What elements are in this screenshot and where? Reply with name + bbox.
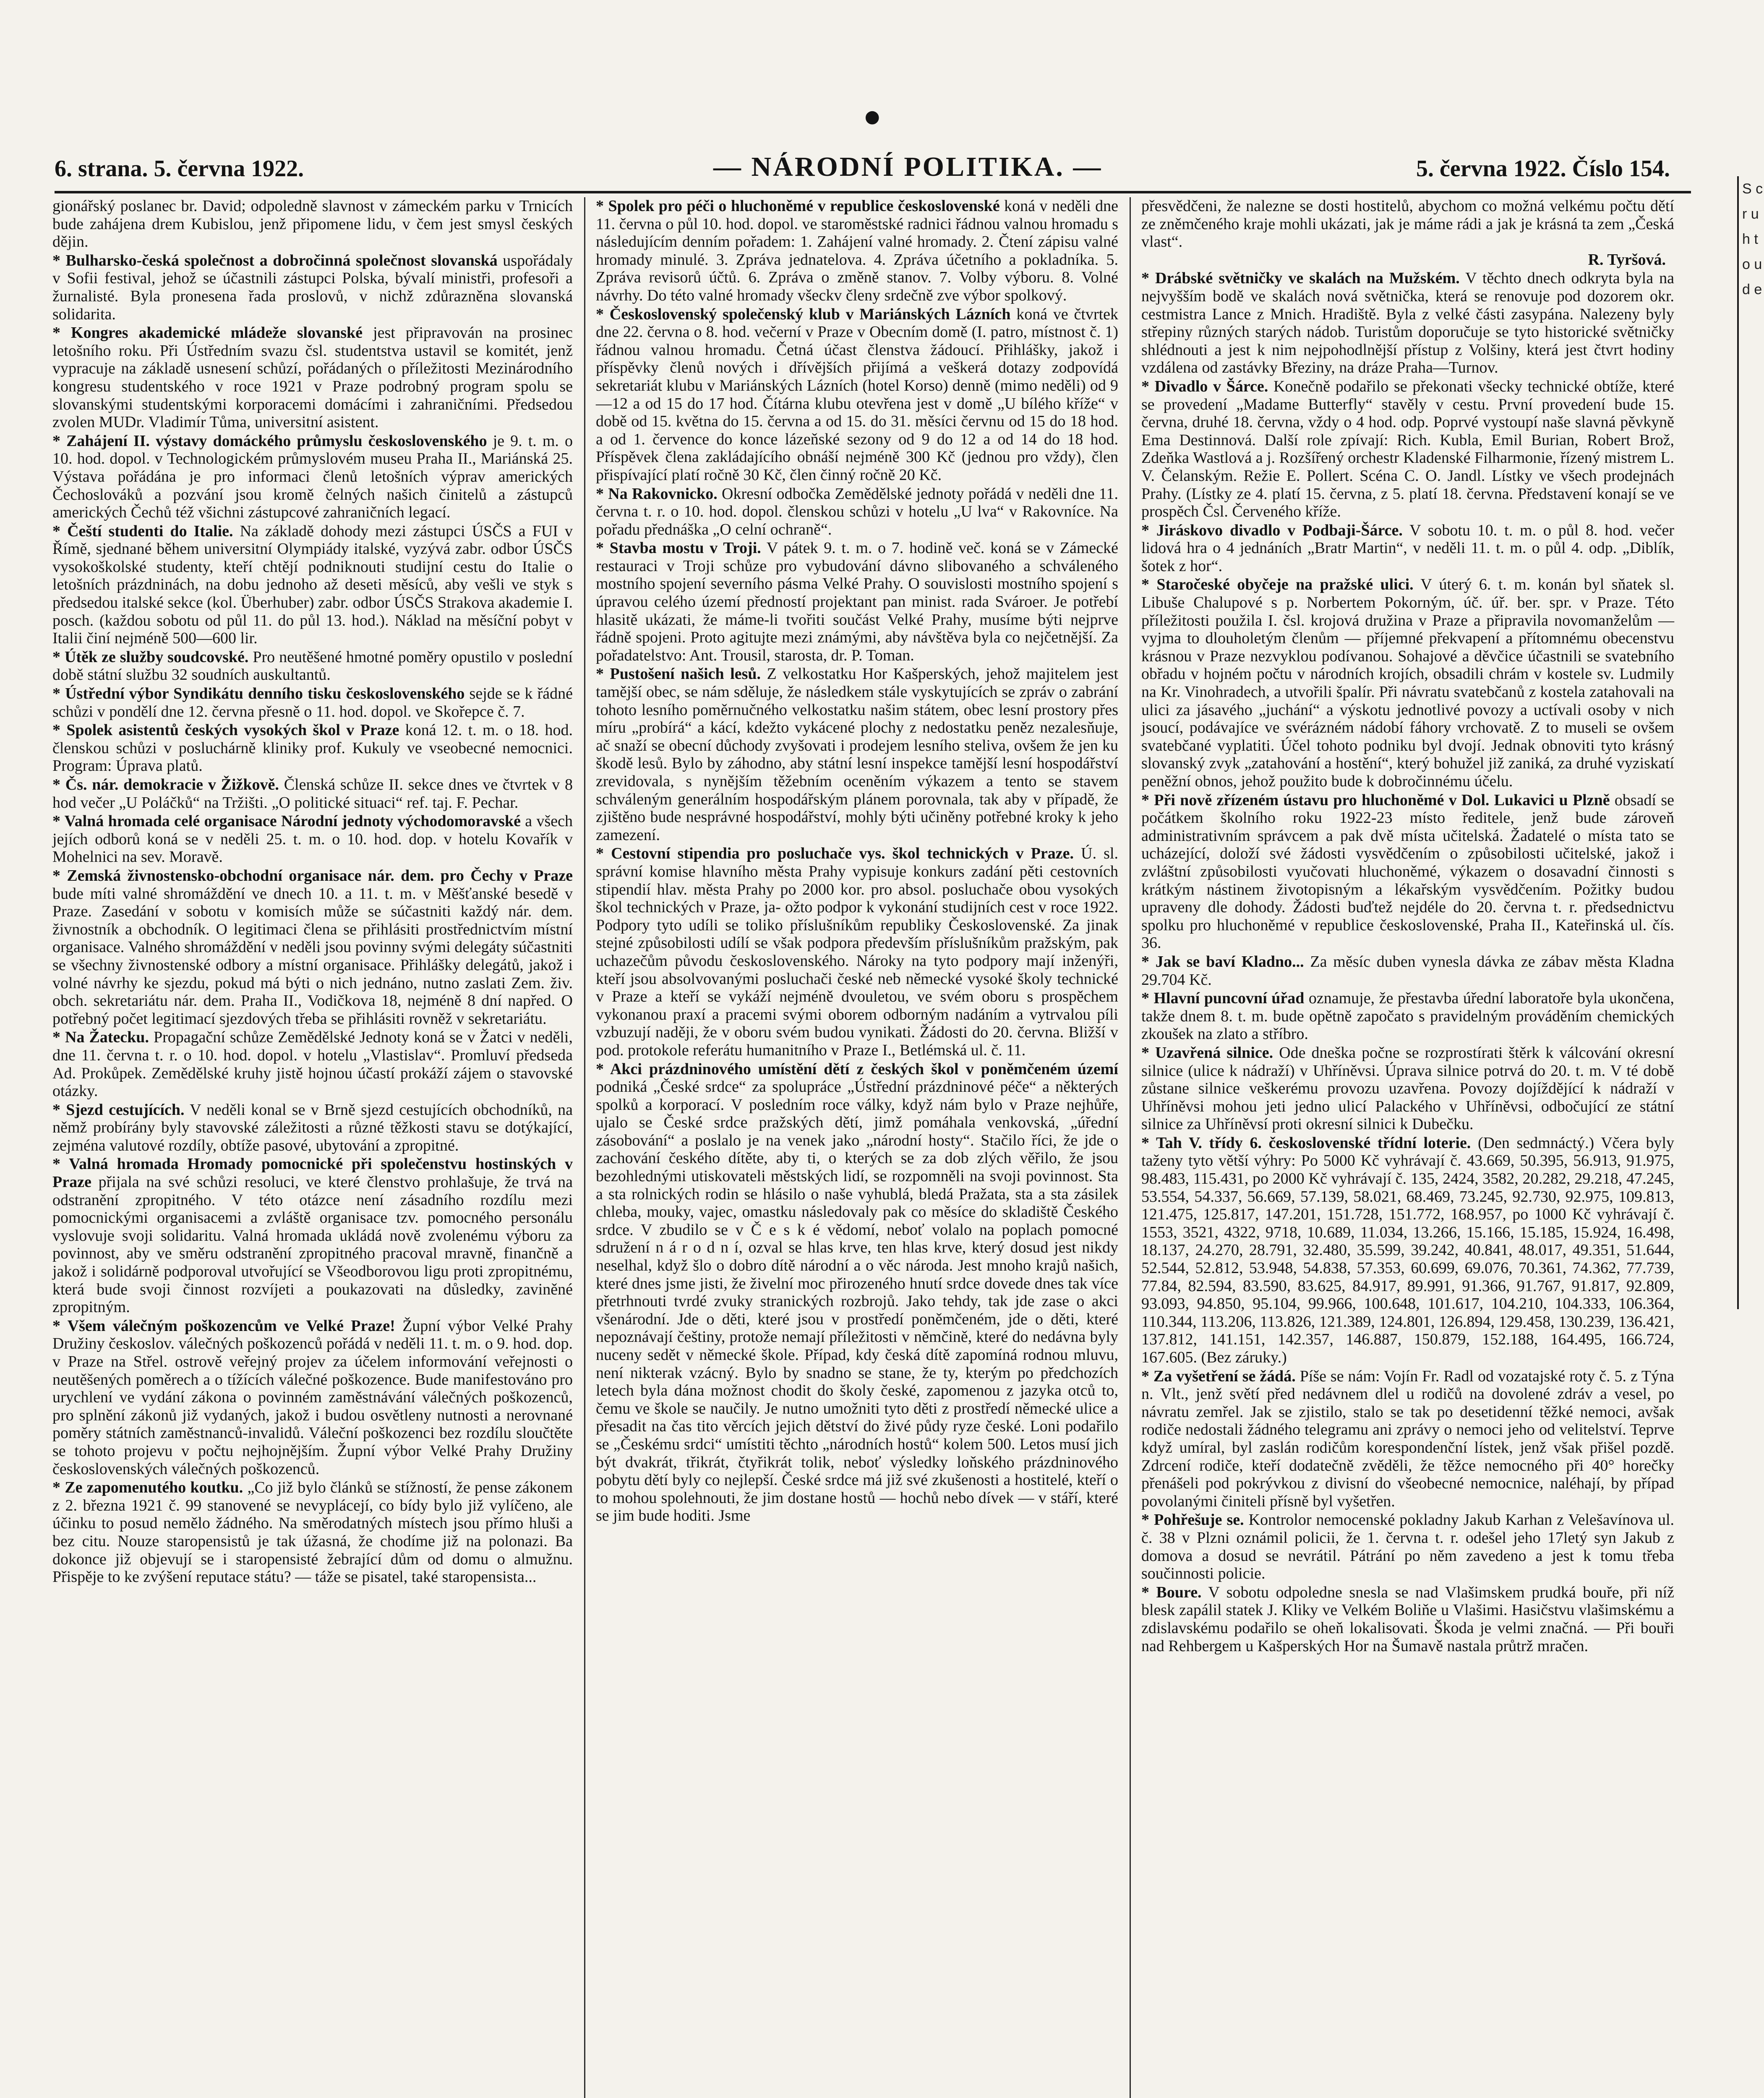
news-item-heading: * Valná hromada celé organisace Národní jednoty východomoravské bbox=[52, 812, 521, 830]
news-item-heading: * Jiráskovo divadlo v Podbaji-Šárce. bbox=[1141, 521, 1403, 539]
news-item bbox=[1141, 522, 1674, 575]
news-item-heading: * Divadlo v Šárce. bbox=[1141, 377, 1268, 395]
news-item-text: a všech jejích odborů koná se v neděli 25. t. m. o 10. hod. dop. v hotelu Kovařík v Mohelnici na sev. Moravě. bbox=[52, 812, 573, 866]
news-item bbox=[1141, 791, 1674, 952]
news-item-text: sejde se k řádné schůzi v pondělí dne 12. června přesně o 11. hod. dopol. ve Skořepce č. 7. bbox=[52, 685, 573, 720]
page-header bbox=[55, 143, 1670, 193]
news-item-text: V úterý 6. t. m. konán byl sňatek sl. Libuše Chalupové s p. Norbertem Pokorným, úč. úř. ber. spr. v Praze. Této příležitosti použila I. čsl. krojová družina v Praze a připravila novomanželům — vyjma to dlouholetým členům — příjemné překvapení a přítomnému obecenstvu krásnou v Praze nezvyklou podívanou. Sohajové a děvčice účastnili se svatebního obřadu v hojném počtu v národních krojích, obsadili chrám v kostele sv. Ludmily na Kr. Vinohradech, a utvořili špalír. Při návratu svatebčanů z kostela zatahovali na ulici za jásavého „juchání“ a výskotu jednotlivé povozy a uctívali osoby v nich jsoucí, podávajíce ve svérázném nádobí fáhory vrchovatě. Z to museli se ovšem svatebčané vyplatiti. Účel tohoto podniku byl dvojí. Jednak obnoviti tyto krásný slovanský zvyk „zatahování a hostění“, který bohužel již zaniká, za druhé vyziskatí peněžní obnos, jehož použito bude k dobročinnému účelu. bbox=[1141, 576, 1674, 790]
news-item-text: přesvědčeni, že nalezne se dosti hostitelů, abychom co možná velkému počtu dětí ze zněmčeného kraje mohli ukázati, jak je máme rádi a jak je krásná ta zem „Česká vlast“. bbox=[1141, 197, 1674, 251]
news-item-heading: * Tah V. třídy 6. československé třídní loterie. bbox=[1141, 1134, 1471, 1152]
news-item-text: V neděli konal se v Brně sjezd cestujících obchodníků, na němž probírány byly stavovské záležitosti a různé těžkosti stavu se dotýkající, zejména valutové rozdíly, obtíže pasové, ubytování a zpropitné. bbox=[52, 1101, 573, 1154]
news-item-heading: * Ze zapomenutého koutku. bbox=[52, 1479, 243, 1497]
news-item-text: Kontrolor nemocenské pokladny Jakub Karhan z Velešavínova ul. č. 38 v Plzni oznámil policii, že 1. června t. r. odešel jeho 17letý syn Jakub z domova a dosud se nevrátil. Pátrání po něm zavedeno a jest k tomu třeba součinnosti policie. bbox=[1141, 1511, 1674, 1583]
news-item bbox=[52, 1317, 573, 1478]
news-item-text: „Co již bylo článků se stížností, že pense zákonem z 2. března 1921 č. 99 stanovené se nevyplácejí, co bídy bylo již vylíčeno, ale účinku to posud nemělo žádného. Na směrodatných místech jsou přímo hluši a bez citu. Nouze staropensistů je tak úžasná, že chodíme již na polonazi. Ba dokonce již objevují se i staropensisté žebrající dům od domu o almužnu. Přispěje to ke zvýšení reputace státu? — táže se pisatel, také staropensista... bbox=[52, 1479, 573, 1586]
news-item-text: Ode dneška počne se rozprostírati štěrk k válcování okresní silnice (ulice k nádraží) v Uhříněvsi. Úprava silnice potrvá do 20. t. m. V té době zůstane silnice veškerému provozu uzavřena. Povozy dojíždějící k nádraží v Uhříněvsi mohou jeti jedno ulicí Palackého v Uhříněvsi, odbočující ze státní silnice za Uhříněvsí proti okresní silnici k Dubečku. bbox=[1141, 1044, 1674, 1133]
news-item-text: V pátek 9. t. m. o 7. hodině več. koná se v Zámecké restauraci v Troji schůze pro vybudování dávno slibovaného a schváleného mostního spojení severního pásma Velké Prahy. O souvislosti mostního spojení s úpravou celého území předností projektant pan minist. rada Svároer. Je potřebí hlasitě ukázati, že máme-li tvořiti součást Velké Prahy, musíme býti nejprve řádně spojeni. Proto agitujte mezi známými, aby návštěva byla co nejčetnější. Za pořadatelstvo: Ant. Trousil, starosta, dr. P. Toman. bbox=[596, 539, 1118, 664]
news-item bbox=[52, 522, 573, 647]
news-item bbox=[52, 685, 573, 720]
column-1 bbox=[52, 197, 573, 2098]
news-item bbox=[52, 721, 573, 775]
news-item-text: Pro neutěšené hmotné poměry opustilo v poslední době státní službu 32 soudních auskultantů. bbox=[52, 648, 573, 684]
column-3 bbox=[1141, 197, 1674, 2098]
news-item-text: jest připravován na prosinec letošního roku. Při Ústředním svazu čsl. studentstva ustavil se komitét, jenž vypracuje na základě usnesení schůzí, pořádaných o příležitosti Mezinárodního kongresu studentského v roce 1921 v Praze podrobný program spolu se slovanskými studentskými korporacemi domácími i zahraničními. Předsedou zvolen MUDr. Vladimír Tůma, universitní asistent. bbox=[52, 324, 573, 431]
news-item-text: (Den sedmnáctý.) Včera byly taženy tyto větší výhry: Po 5000 Kč vyhrávají č. 43.669, 50.395, 56.913, 91.975, 98.483, 115.431, po 2000 Kč vyhrávají č. 135, 2424, 3582, 20.282, 29.218, 47.245, 53.554, 54.337, 56.669, 57.139, 58.021, 68.469, 73.245, 92.730, 92.975, 109.813, 121.475, 125.817, 147.201, 151.728, 151.772, 168.957, po 1000 Kč vyhrávají č. 1553, 3521, 4322, 9718, 10.689, 11.034, 13.266, 15.166, 15.185, 15.924, 16.498, 18.137, 24.270, 28.791, 32.480, 35.599, 39.242, 40.841, 48.017, 49.351, 51.644, 52.544, 52.812, 53.948, 54.838, 57.353, 60.699, 69.076, 70.361, 74.362, 77.739, 77.84, 82.594, 83.590, 83.625, 84.917, 89.991, 91.366, 91.767, 91.817, 92.809, 93.093, 94.850, 95.104, 99.966, 100.648, 101.617, 104.210, 104.333, 106.364, 110.344, 113.206, 113.826, 121.389, 124.801, 126.894, 129.458, 130.239, 136.421, 137.812, 141.151, 142.357, 146.887, 150.879, 152.188, 164.495, 166.724, 167.605. (Bez záruky.) bbox=[1141, 1134, 1674, 1366]
ink-mark: • bbox=[860, 97, 885, 141]
column-2 bbox=[596, 197, 1118, 2098]
news-item-text: obsadí se počátkem školního roku 1922-23 místo ředitele, jenž bude zároveň administrativním správcem a pak dvě místa učitelská. Žadatelé o místa tato se ucházející, doloží své žádosti vysvědčením o způsobilosti učitelské, jakož i zvláštní způsobilosti vyučovati hluchoněmé, výkazem o dosavadní činnosti s krátkým nástinem životopisným a lékařským vysvědčením. Požitky budou upraveny dle dohody. Žádosti buďtež nejdéle do 20. června t. r. předsednictvu spolku pro hluchoněmé v republice československé, Praha II., Kateřinská ul. čís. 36. bbox=[1141, 791, 1675, 952]
news-item-text: je 9. t. m. o 10. hod. dopol. v Technologickém průmyslovém museu Praha II., Mariánská 25. Výstava pořádána je pro informaci členů letošních výprav amerických Čechoslováků a pozvání jsou kromě čelných našich činitelů a zástupců amerických Čechů též všichni zástupcové zahraničních legací. bbox=[52, 432, 573, 522]
news-item bbox=[52, 776, 573, 812]
news-item bbox=[52, 1101, 573, 1155]
news-item-heading: * Zahájení II. výstavy domáckého průmyslu československého bbox=[52, 432, 487, 450]
news-item-text: Župní výbor Velké Prahy Družiny českoslov. válečných poškozenců pořádá v neděli 11. t. m. o 9. hod. dop. v Praze na Střel. ostrově veřejný projev za účelem informování veřejnosti o neutěšených poměrech a o tížících válečné poškozence. Bude manifestováno pro urychlení ve vydání zákona o povinném zaměstnávání válečných poškozenců, pro splnění zákonů již vydaných, jakož i budou osvětleny nutnosti a nerovnané poměry státních zaměstnanců-invalidů. Váleční poškozenci bez rozdílu sloučtěte se tohoto projevu v počtu nejhojnějším. Župní výbor Velké Prahy Družiny československých válečných poškozenců. bbox=[52, 1317, 573, 1478]
header-right: 5. června 1922. Číslo 154. bbox=[1416, 156, 1670, 182]
news-item-heading: * Spolek pro péči o hluchoněmé v republice československé bbox=[596, 197, 1000, 215]
news-item-heading: * Při nově zřízeném ústavu pro hluchoněmé v Dol. Lukavici u Plzně bbox=[1141, 791, 1610, 809]
news-item-text: Za měsíc duben vynesla dávka ze zábav města Kladna 29.704 Kč. bbox=[1141, 952, 1674, 989]
column-separator bbox=[584, 197, 585, 2098]
news-item-text: přijala na své schůzi resoluci, ve které členstvo prohlašuje, že trvá na odstranění zpropitného. V této otázce není zásadního rozdílu mezi pomocnickými organisacemi a zvláště organisace tzv. pomocného personálu vyslovuje svoji solidaritu. Valná hromada ukládá nově zvolenému výboru za povinnost, aby ve směru odstranění zpropitného pracoval mravně, finančně a jakož i solidárně podporoval utvořující se Všeodborovou ligu proti zpropitnému, která bude svoji činnost rozvíjeti a poukazovati na důsledky, zaviněné zpropitným. bbox=[52, 1173, 573, 1316]
news-item-text: Členská schůze II. sekce dnes ve čtvrtek v 8 hod večer „U Poláčků“ na Tržišti. „O politické situaci“ ref. taj. F. Pechar. bbox=[52, 776, 573, 812]
news-item-heading: * Kongres akademické mládeže slovanské bbox=[52, 324, 363, 342]
news-item-heading: * Ústřední výbor Syndikátu denního tisku československého bbox=[52, 685, 465, 703]
news-item-text: Píše se nám: Vojín Fr. Radl od vozatajské roty č. 5. z Týna n. Vlt., jenž světí před nedávnem dlel u rodičů na dovolené zdráv a vesel, po návratu zemřel. Jak se zjistilo, stalo se tak po desetidenní těžké nemoci, avšak rodiče nedostali žádného telegramu ani zprávy o nemoci jeho od velitelství. Teprve když umíral, byl zaslán rodičům korespondenční lístek, jenž však přišel pozdě. Zdrcení rodiče, kteří dodatečně zvěděli, že těžce nemocného při 40° horečky přenášeli pod pokrývkou z divisní do všeobecné nemocnice, naléhají, by případ povolanými činiteli přísně byl vyšetřen. bbox=[1141, 1367, 1674, 1510]
news-item-heading: * Hlavní puncovní úřad bbox=[1141, 989, 1305, 1007]
news-item-heading: * Bulharsko-česká společnost a dobročinná společnost slovanská bbox=[52, 251, 498, 269]
news-item-heading: * Za vyšetření se žádá. bbox=[1141, 1367, 1296, 1385]
news-item bbox=[596, 197, 1118, 305]
news-item-text: Propagační schůze Zemědělské Jednoty koná se v Žatci v neděli, dne 11. června t. r. o 10. hod. dopol. v hotelu „Vlastislav“. Promluví předseda Ad. Prokůpek. Zemědělské kruhy jistě hojnou účastí prokáží zájem o stavovské otázky. bbox=[52, 1028, 573, 1100]
news-item bbox=[596, 845, 1118, 1059]
news-item-text: V těchto dnech odkryta byla na nejvyšším bodě ve skalách nová světnička, která se renovuje pod dozorem okr. cestmistra Lance z Mnich. Hradiště. Byla z velké části zasypána. Nalezeny byly střepiny různých starých nádob. Turistům doporučuje se tyto historické světničky shlédnouti a jest k nim nejpohodlnější přístup z Volšiny, která jest čtvrt hodiny vzdálena od zastávky Březiny, na dráze Praha—Turnov. bbox=[1141, 269, 1674, 377]
news-item bbox=[52, 252, 573, 323]
news-item-heading: * Čeští studenti do Italie. bbox=[52, 522, 233, 540]
news-item bbox=[1141, 197, 1674, 269]
news-item-text: V sobotu 10. t. m. o půl 8. hod. večer lidová hra o 4 jednáních „Bratr Martin“, v neděli 11. t. m. o půl 4. odp. „Diblík, šotek z hor“. bbox=[1141, 521, 1674, 575]
header-left: 6. strana. 5. června 1922. bbox=[55, 156, 304, 182]
news-item-heading: * Čs. nár. demokracie v Žižkově. bbox=[52, 776, 279, 793]
news-item-heading: * Pustošení našich lesů. bbox=[596, 665, 761, 683]
news-item-text: Konečně podařilo se překonati všecky technické obtíže, které se provedení „Madame Butterfly“ stavěly v cestu. První provedení bude 15. června, druhé 18. června, vždy o 4 hod. odp. Poprvé vystoupí naše slavná pěvkyně Ema Destinnová. Další role zpívají: Rich. Kubla, Emil Burian, Robert Brož, Zdeňka Wastlová a j. Rozšířený orchestr Kladenské Filharmonie, řízený mistrem L. V. Čelanským. Režie E. Pollert. Scéna C. O. Jandl. Lístky ve všech prodejnách Prahy. (Lístky ze 4. platí 15. června, z 5. platí 18. června. Představení konají se ve prospěch Čsl. Červeného kříže. bbox=[1141, 377, 1674, 521]
news-item-text: bude míti valné shromáždění ve dnech 10. a 11. t. m. v Měšťanské besedě v Praze. Zasedání v sobotu v komisích může se súčastniti každý nár. dem. živnostník a obchodník. O legitimaci člena se přihlásiti prostřednictvím místní organisace. Valného shromáždění v neděli jsou povinny svými delegáty súčastniti se všechny živnostenské odbory a místní organisace. Přihlášky delegátů, jakož i volné návrhy ke sjezdu, pokud má býti o nich jednáno, nutno zaslati Zem. živ. obch. sekretariátu nár. dem. Praha II., Vodičkova 18, nejméně 8 dní napřed. O potřebný počet legitimací sjezdových třeba se přihlásiti rovněž v sekretariátu. bbox=[52, 885, 573, 1028]
news-item bbox=[1141, 269, 1674, 377]
author-signature: R. Tyršová. bbox=[1588, 251, 1666, 269]
news-item-text: gionářský poslanec br. David; odpoledně slavnost v zámeckém parku v Trnicích bude zahájena drem Kubislou, jenž připomene lidu, v čem jest smysl českých dějin. bbox=[52, 197, 573, 251]
news-item-text: koná ve čtvrtek dne 22. června o 8. hod. večerní v Praze v Obecním domě (I. patro, místnost č. 1) řádnou valnou hromadu. Četná účast členstva žádoucí. Přihlášky, jakož i příspěvky členů nových i dřívějších přijímá a veškerá dotazy zodpovídá sekretariát klubu v Mariánských Lázních (hotel Korso) denně (mimo neděli) od 9—12 a od 15 do 17 hod. Čítárna klubu otevřena jest v domě „U bílého kříže“ v době od 15. května do 15. června a od 15. do 31. měsíci červnu od 15 do 18 hod. a od 1. července do konce lázeňské sezony od 9 do 12 a od 14 do 18 hod. Příspěvek člena zakládajícího obnáší nejméně 300 Kč (jednou pro vždy), člen přispívající platí ročně 30 Kč, člen činný ročně 20 Kč. bbox=[596, 305, 1119, 484]
news-item-heading: * Valná hromada Hromady pomocnické při společenstvu hostinských v Praze bbox=[52, 1155, 573, 1191]
news-item bbox=[596, 1060, 1118, 1525]
news-item-text: koná v neděli dne 11. června o půl 10. hod. dopol. ve staroměstské radnici řádnou valnou hromadu s následujícím denním pořadem: 1. Zahájení valné hromady. 2. Čtení zápisu valné hromady minulé. 3. Zpráva jednatelova. 4. Zpráva účetního a pokladníka. 5. Zpráva revisorů účtů. 6. Zpráva o změně stanov. 7. Volby výboru. 8. Volné návrhy. Do této valné hromady všeckv členy srdečně zve výbor spolkový. bbox=[596, 197, 1118, 304]
news-item-heading: * Jak se baví Kladno... bbox=[1141, 952, 1304, 971]
news-item-text: Ú. sl. správní komise hlavního města Prahy vypisuje konkurs zadání pěti cestovních stipendií hlav. města Prahy po 2000 kor. pro absol. posluchače obou vysokých škol technických v Praze, ja- ožto podpor k vykonání studijních cest v roce 1922. Podpory tyto udíli se toliko příslušníkům republiky Československé. Za jinak stejné způsobilosti udílí se však podpora především příslušníkům pražským, pak uchazečům původu československého. Nároky na tyto podpory mají inženýři, kteří jsou absolvovanými posluchači české neb německé vysoké školy technické v Praze a kteří se vykáží nejméně dvouletou, ve svém oboru s prospěchem vykonanou praxí a pracemi svými oborem odborným nadáním a vytrvalou píli vzbuzují naději, že v oboru svém budou vynikati. Žádosti do 20. června. Bližší v pod. protokole referátu humanitního v Praze I., Betlémská ul. č. 11. bbox=[596, 845, 1119, 1059]
news-item-heading: * Staročeské obyčeje na pražské ulici. bbox=[1141, 576, 1414, 594]
news-item-heading: * Uzavřená silnice. bbox=[1141, 1044, 1273, 1062]
news-item-text: podniká „České srdce“ za spolupráce „Ústřední prázdninové péče“ a některých spolků a korporací. V posledním roce války, když nám bylo v Praze nejhůře, ujalo se České srdce pražských dětí, jimž pomáhala venkovská, „úřední zásobování“ a poslalo je na venek jako „národní hosty“. Stačilo říci, že jde o zachování českého dítěte, aby ti, o kterých se za dob zlých věřilo, že jsou bezohlednými utiskovateli městských lidí, se rozpomněli na svoji povinnost. Sta a sta rolnických rodin se hlásilo o naše vyhublá, bledá Pražata, sta a sta zásilek chleba, mouky, vajec, omastku následovaly pak co měsíce do skladiště Českého srdce. V zbudilo se v Č e s k é vědomí, neboť volalo na poplach pomocné sdružení n á r o d n í, ozval se hlas krve, ten hlas krve, který dosud jest nikdy neselhal, když šlo o dobro dítě národní a o věc národa. Jest mnoho krajů našich, které dnes jsme jisti, že živelní moc přirozeného hnutí srdce dovede dnes tak více přetrhnouti tvrdé zvuky stranických rozbrojů. Jako tehdy, tak jde zase o akci všenárodní. Jde o děti, které jsou v prostředí poněmčeném, jde o děti, které nepoznávají češtiny, protože nemají příležitosti v němčině, které do nedávna byly nuceny sedět v německé škole. Případ, kdy česká dítě zapomíná rodnou mluvu, není nikterak vzácný. Bylo by snadno se stane, že ty, kterým po předchozích letech byla dána možnost chodit do školy české, zapomenou z jazyka otců to, čemu ve škole se naučily. Je nutno umožniti tyto děti z prostředí německé ulice a přesadit na čas tito věrcích jejich dětství do živé půdy ryze české. Loni podařilo se „Českému srdci“ umístiti těchto „národních hostů“ kolem 500. Letos musí jich být dvakrát, třikrát, čtyřikrát tolik, neboť výsledky loňského prázdninového pobytu dětí byly co nejlepší. České srdce má již své zkušenosti a hostitelé, kteří o to mohou spolehnouti, že jim dostane hostů — hochů nebo dívek — v stáří, které se jim bude hoditi. Jsme bbox=[596, 1078, 1118, 1525]
news-item bbox=[1141, 1367, 1674, 1511]
masthead-title: — NÁRODNÍ POLITIKA. — bbox=[713, 151, 1103, 182]
news-item-heading: * Cestovní stipendia pro posluchače vys. škol technických v Praze. bbox=[596, 845, 1074, 863]
column-separator bbox=[1130, 197, 1131, 2098]
news-item bbox=[1141, 1044, 1674, 1133]
news-item bbox=[52, 812, 573, 866]
news-item bbox=[52, 1479, 573, 1586]
header-rule bbox=[55, 191, 1691, 193]
news-item-text: Na základě dohody mezi zástupci ÚSČS a FUI v Římě, sjednané během universitní Olympiády italské, vyzývá zabr. odbor ÚSČS vysokoškolské studenty, kteří chtějí podniknouti studijní cestu do Italie o letošních prázdninách, na dobu jednoho až deseti měsíců, aby vešli ve styk s předsedou italské sekce (kol. Überhuber) zabr. odbor ÚSČS Strakova akademie I. posch. (každou sobotu od půl 11. do půl 13. hod.). Náklad na měsíční pobyt v Italii činí nejméně 500—600 lir. bbox=[52, 522, 573, 647]
news-item bbox=[52, 1155, 573, 1316]
news-item bbox=[1141, 576, 1674, 790]
news-item bbox=[1141, 953, 1674, 989]
news-item bbox=[52, 867, 573, 1028]
news-item bbox=[596, 485, 1118, 539]
news-item bbox=[52, 648, 573, 684]
news-item bbox=[1141, 1511, 1674, 1582]
news-item-heading: * Útěk ze služby soudcovské. bbox=[52, 648, 249, 666]
news-item-text: Z velkostatku Hor Kašperských, jehož majitelem jest tamější obec, se nám sděluje, že následkem stále vyskytujících se zpráv o zabrání tohoto lesního poměrnučného velkostatku našim státem, obec lesní prostory přes míru „probírá“ a kácí, kdežto vykácené plochy z nedostatku peněz nezalesňuje, ač snaží se obecní důchody zvyšovati i prodejem lesního steliva, ovšem že jen ku škodě lesů. Bylo by záhodno, aby státní lesní inspekce tamější lesní hospodářství zrevidovala, s nynějším těžebním oceněním výkazem a tento se stavem schváleným generálním hospodářským plánem porovnala, tak aby v případě, že zjištěno bude nesprávné hospodářství, mohly býti učiněny potřebné kroky k jeho zamezení. bbox=[596, 665, 1119, 844]
news-item bbox=[52, 1028, 573, 1100]
news-item-heading: * Zemská živnostensko-obchodní organisace nár. dem. pro Čechy v Praze bbox=[52, 866, 573, 885]
news-item bbox=[596, 305, 1118, 484]
news-item-text: Okresní odbočka Zemědělské jednoty pořádá v neděli dne 11. června t. r. o 10. hod. dopol. členskou schůzi v hotelu „U lva“ v Rakovníce. Na pořadu přednáška „O celní ochraně“. bbox=[596, 485, 1119, 538]
news-item-heading: * Akci prázdninového umístění dětí z českých škol v poněmčeném území bbox=[596, 1060, 1118, 1078]
news-item-heading: * Sjezd cestujících. bbox=[52, 1101, 185, 1119]
news-item bbox=[1141, 1134, 1674, 1367]
news-item-heading: * Pohřešuje se. bbox=[1141, 1511, 1244, 1529]
news-item-heading: * Spolek asistentů českých vysokých škol v Praze bbox=[52, 721, 399, 739]
news-item bbox=[52, 432, 573, 522]
news-item bbox=[52, 324, 573, 431]
news-item-heading: * Boure. bbox=[1141, 1583, 1202, 1601]
news-item bbox=[1141, 1584, 1674, 1655]
news-item-text: V sobotu odpoledne snesla se nad Vlašimskem prudká bouře, při níž blesk zapálil statek J. Kliky ve Velkém Boliňe u Vlašimi. Hasičstvu vlašimskému a zdislavskému podařilo se oheň lokalisovati. Škoda je velmi značná. — Při bouři nad Rehbergem u Kašperských Hor na Šumavě nastala průtrž mračen. bbox=[1141, 1583, 1674, 1655]
news-item-text: uspořádaly v Sofii festival, jehož se účastnili zástupci Polska, bývalí ministři, profesoři a žurnalisté. Byla pronesena řada proslovů, v nichž zdůrazněna slovanská solidarita. bbox=[52, 251, 573, 323]
news-item-heading: * Drábské světničky ve skalách na Mužském. bbox=[1141, 269, 1460, 287]
news-item bbox=[596, 539, 1118, 664]
news-item bbox=[52, 197, 573, 251]
news-item-heading: * Stavba mostu v Troji. bbox=[596, 539, 761, 557]
news-item-heading: * Všem válečným poškozencům ve Velké Praze! bbox=[52, 1317, 395, 1335]
news-item-heading: * Československý společenský klub v Mariánských Lázních bbox=[596, 305, 1011, 323]
adjacent-page-edge: S c r u h t o u d e bbox=[1737, 176, 1764, 1309]
news-item bbox=[1141, 378, 1674, 521]
news-item-heading: * Na Rakovnicko. bbox=[596, 485, 718, 503]
news-item-text: oznamuje, že přestavba úřední laboratoře byla ukončena, takže dnem 8. t. m. bude opětně započato s pravidelným prováděním chemických zkoušek na zlato a stříbro. bbox=[1141, 989, 1675, 1043]
news-item-text: koná 12. t. m. o 18. hod. členskou schůzi v posluchárně kliniky prof. Kukuly ve vseobecné nemocnici. Program: Úprava platů. bbox=[52, 721, 573, 775]
news-item bbox=[1141, 989, 1674, 1043]
news-item bbox=[596, 665, 1118, 844]
news-item-heading: * Na Žatecku. bbox=[52, 1028, 149, 1046]
